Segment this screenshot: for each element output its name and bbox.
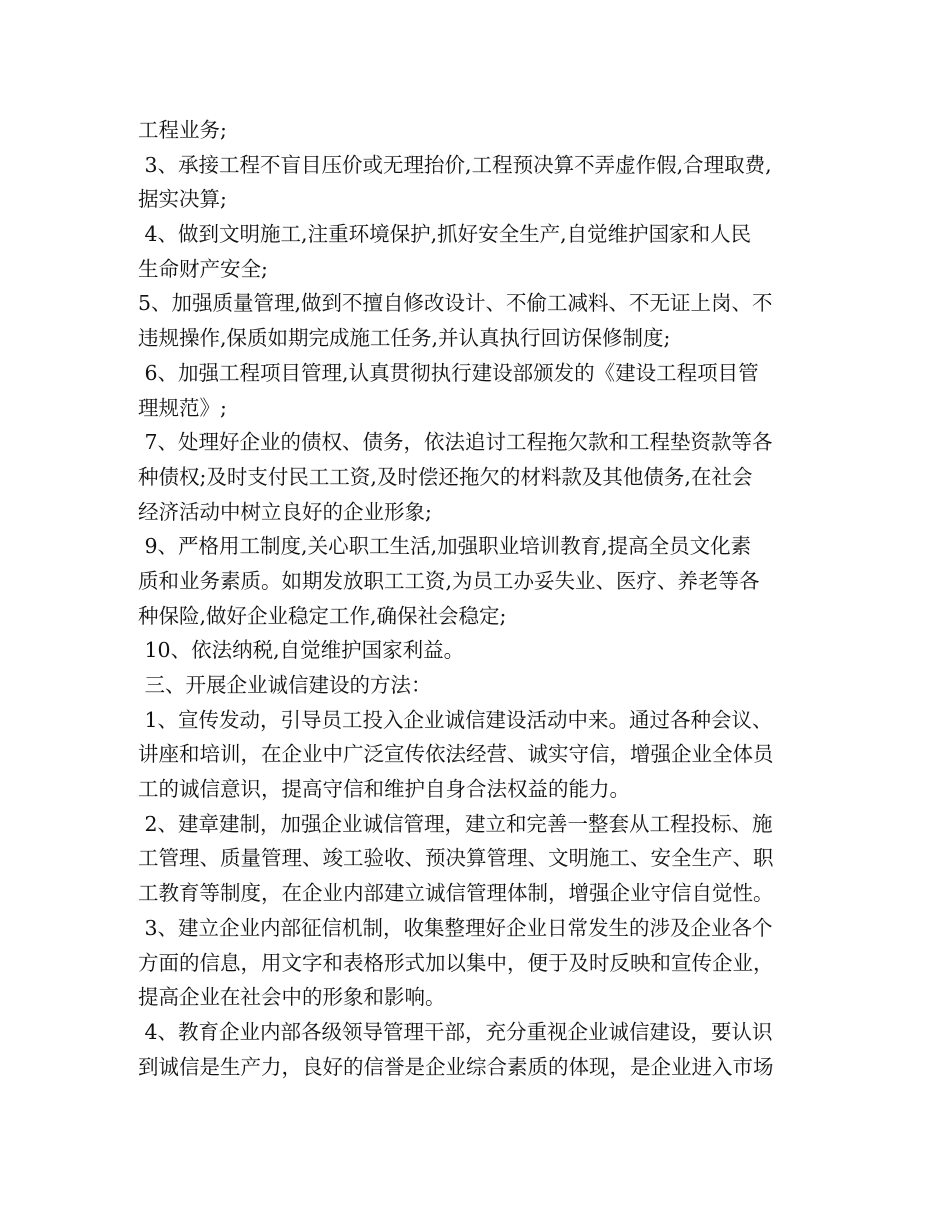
text-line: 工的诚信意识，提高守信和维护自身合法权益的能力。 xyxy=(138,777,630,802)
text-line: 9、严格用工制度,关心职工生活,加强职业培训教育,提高全员文化素 xyxy=(138,534,752,559)
text-line: 方面的信息，用文字和表格形式加以集中，便于及时反映和宣传企业， xyxy=(138,950,774,975)
text-line: 10、依法纳税,自觉维护国家利益。 xyxy=(138,638,465,663)
text-line: 生命财产安全; xyxy=(138,256,268,281)
text-line: 质和业务素质。如期发放职工工资,为员工办妥失业、医疗、养老等各 xyxy=(138,568,760,593)
text-line: 种保险,做好企业稳定工作,确保社会稳定; xyxy=(138,603,507,628)
text-line: 种债权;及时支付民工工资,及时偿还拖欠的材料款及其他债务,在社会 xyxy=(138,464,753,489)
text-line: 1、宣传发动，引导员工投入企业诚信建设活动中来。通过各种会议、 xyxy=(138,707,773,732)
text-line: 3、承接工程不盲目压价或无理抬价,工程预决算不弄虚作假,合理取费, xyxy=(138,152,772,177)
text-line: 5、加强质量管理,做到不擅自修改设计、不偷工减料、不无证上岗、不 xyxy=(138,291,773,316)
text-line: 据实决算; xyxy=(138,187,227,212)
text-line: 理规范》; xyxy=(138,395,227,420)
document-body xyxy=(138,113,828,1084)
text-line: 违规操作,保质如期完成施工任务,并认真执行回访保修制度; xyxy=(138,326,671,351)
text-line: 3、建立企业内部征信机制，收集整理好企业日常发生的涉及企业各个 xyxy=(138,915,773,940)
text-line: 工程业务; xyxy=(138,118,227,142)
text-line: 4、教育企业内部各级领导管理干部，充分重视企业诚信建设，要认识 xyxy=(138,1019,773,1044)
text-line: 工教育等制度，在企业内部建立诚信管理体制，增强企业守信自觉性。 xyxy=(138,881,774,906)
text-line: 提高企业在社会中的形象和影响。 xyxy=(138,985,446,1010)
text-line: 7、处理好企业的债权、债务，依法追讨工程拖欠款和工程垫资款等各 xyxy=(138,430,773,455)
section-heading: 三、开展企业诚信建设的方法： xyxy=(138,673,432,697)
text-line: 4、做到文明施工,注重环境保护,抓好安全生产,自觉维护国家和人民 xyxy=(138,222,752,247)
text-line: 工管理、质量管理、竣工验收、预决算管理、文明施工、安全生产、职 xyxy=(138,846,774,871)
text-line: 到诚信是生产力，良好的信誉是企业综合素质的体现，是企业进入市场 xyxy=(138,1054,774,1079)
text-line: 讲座和培训，在企业中广泛宣传依法经营、诚实守信，增强企业全体员 xyxy=(138,742,774,767)
text-line: 经济活动中树立良好的企业形象; xyxy=(138,499,432,524)
text-line: 6、加强工程项目管理,认真贯彻执行建设部颁发的《建设工程项目管 xyxy=(138,360,759,385)
text-line: 2、建章建制，加强企业诚信管理，建立和完善一整套从工程投标、施 xyxy=(138,811,773,836)
